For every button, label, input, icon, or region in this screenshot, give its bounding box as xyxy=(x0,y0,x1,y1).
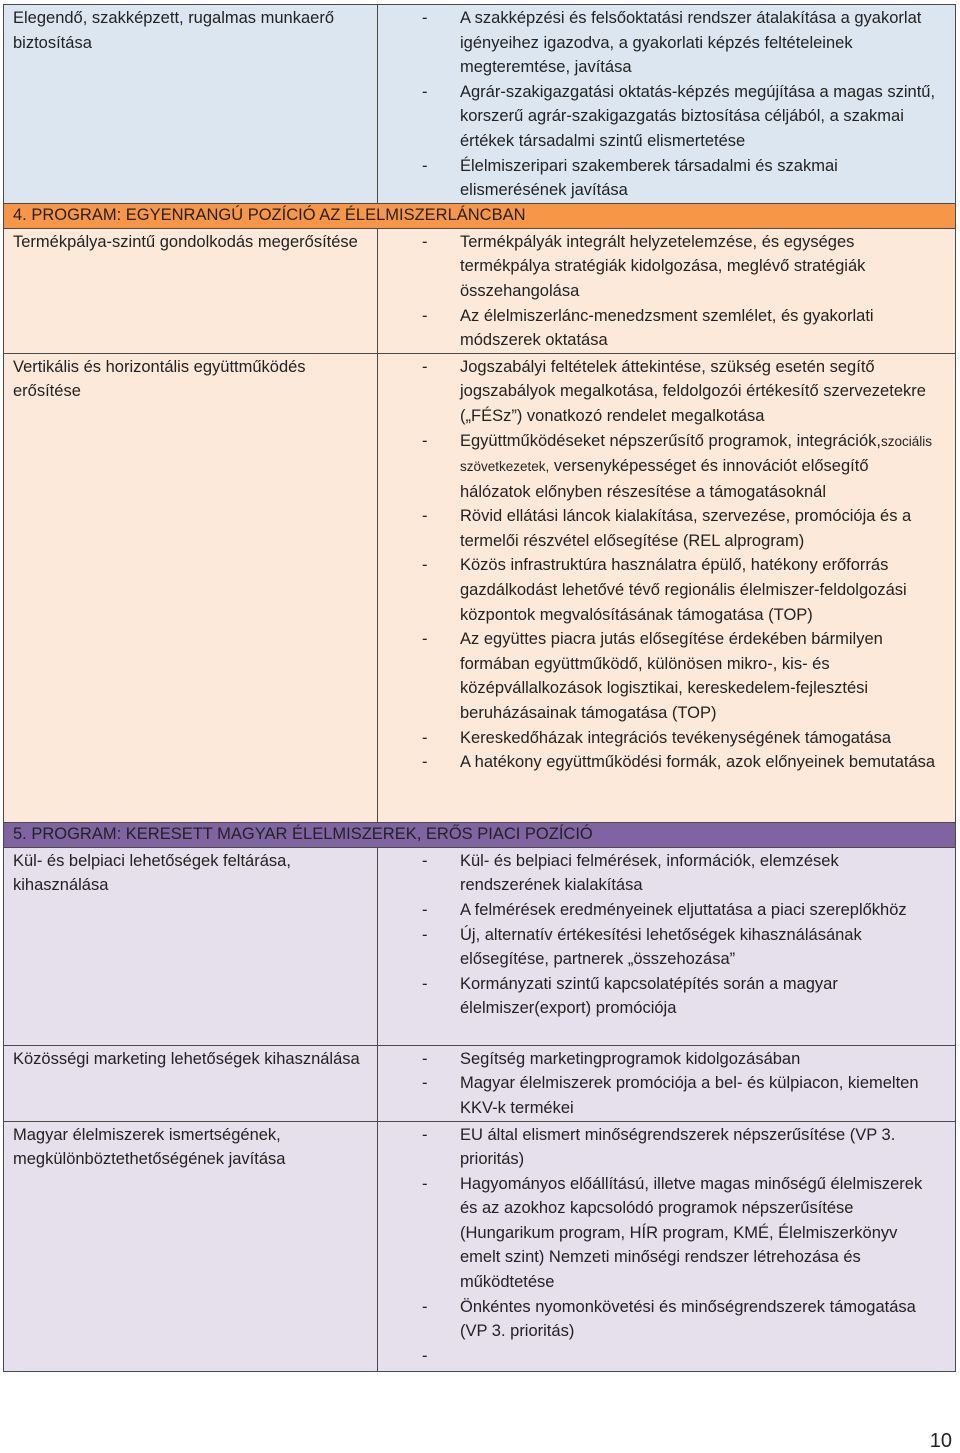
page-number: 10 xyxy=(929,1430,952,1452)
measures-cell xyxy=(378,847,956,1045)
list-item xyxy=(386,627,939,725)
dash-bullet: - xyxy=(422,431,428,450)
item-text: Agrár-szakigazgatási oktatás-képzés megújítása a magas szintű, korszerű agrár-szakigazgatás biztosítása céljából, a szakmai értékek társadalmi szintű elismertetése xyxy=(460,82,936,150)
measures-cell xyxy=(378,1121,956,1371)
table-row xyxy=(4,5,956,204)
dash-bullet: - xyxy=(422,82,428,101)
table-row xyxy=(4,1045,956,1121)
dash-bullet: - xyxy=(422,1125,428,1144)
dash-bullet: - xyxy=(422,974,428,993)
strategy-table xyxy=(3,4,956,1372)
objective-cell: Kül- és belpiaci lehetőségek feltárása, kihasználása xyxy=(4,847,378,1045)
measures-cell xyxy=(378,5,956,204)
item-text: Hagyományos előállítású, illetve magas minőségű élelmiszerek és az azokhoz kapcsolódó programok népszerűsítése (Hungarikum program, HÍR program, KMÉ, Élelmiszerkönyv emelt szint) Nemzeti minőségi rendszer létrehozása és működtetése xyxy=(460,1174,923,1292)
program-header-row xyxy=(4,822,956,847)
table-row xyxy=(4,1121,956,1371)
item-text: Rövid ellátási láncok kialakítása, szervezése, promóciója és a termelői részvétel elősegítése (REL alprogram) xyxy=(460,507,912,550)
list-item xyxy=(386,553,939,627)
item-text: A szakképzési és felsőoktatási rendszer átalakítása a gyakorlat igényeihez igazodva, a gyakorlati képzés feltételeinek megteremtése, javítása xyxy=(460,9,922,77)
list-item xyxy=(386,429,939,505)
dash-bullet: - xyxy=(422,851,428,870)
item-text: EU által elismert minőségrendszerek népszerűsítése (VP 3. prioritás) xyxy=(460,1125,896,1169)
dash-bullet: - xyxy=(422,156,428,175)
dash-bullet: - xyxy=(422,753,428,772)
item-text: Kereskedőházak integrációs tevékenységének támogatása xyxy=(460,728,892,747)
item-text: Az élelmiszerlánc-menedzsment szemlélet, és gyakorlati módszerek oktatása xyxy=(460,306,874,350)
dash-bullet: - xyxy=(422,1074,428,1093)
measure-list xyxy=(386,355,939,775)
dash-bullet: - xyxy=(422,9,428,27)
table-row xyxy=(4,353,956,822)
dash-bullet: - xyxy=(422,507,428,526)
list-item xyxy=(386,750,939,775)
list-item xyxy=(386,80,939,154)
measures-cell xyxy=(378,1045,956,1121)
measures-cell xyxy=(378,228,956,353)
item-text: Önkéntes nyomonkövetési és minőségrendszerek támogatása (VP 3. prioritás) xyxy=(460,1297,916,1341)
table-row xyxy=(4,847,956,1045)
item-text: Közös infrastruktúra használatra épülő, hatékony erőforrás gazdálkodást lehetővé tévő regionális élelmiszer-feldolgozási központok megvalósításának támogatása (TOP) xyxy=(460,556,907,624)
dash-bullet: - xyxy=(422,556,428,575)
list-item xyxy=(386,230,939,304)
dash-bullet: - xyxy=(422,1346,428,1365)
list-item xyxy=(386,355,939,429)
objective-cell: Termékpálya-szintű gondolkodás megerősítése xyxy=(4,228,378,353)
objective-cell: Közösségi marketing lehetőségek kihasználása xyxy=(4,1045,378,1121)
dash-bullet: - xyxy=(422,232,428,251)
objective-cell: Vertikális és horizontális együttműködés erősítése xyxy=(4,353,378,822)
item-text: Jogszabályi feltételek áttekintése, szükség esetén segítő jogszabályok megalkotása, feldolgozói értékesítő szervezetekre („FÉSz”) vonatkozó rendelet megalkotása xyxy=(460,357,926,425)
objective-cell: Elegendő, szakképzett, rugalmas munkaerő biztosítása xyxy=(4,5,378,204)
dash-bullet: - xyxy=(422,1174,428,1193)
program-header-row xyxy=(4,203,956,228)
list-item xyxy=(386,726,939,751)
measure-list xyxy=(386,6,939,203)
dash-bullet: - xyxy=(422,357,428,376)
dash-bullet: - xyxy=(422,728,428,747)
item-text: Segítség marketingprogramok kidolgozásában xyxy=(460,1049,801,1068)
measures-cell xyxy=(378,353,956,822)
item-text: Együttműködéseket népszerűsítő programok, integrációk, xyxy=(460,431,881,450)
item-text: versenyképességet és innovációt elősegítő hálózatok előnyben részesítése a támogatásoknál xyxy=(460,457,869,501)
list-item xyxy=(386,1172,939,1295)
objective-cell: Magyar élelmiszerek ismertségének, megkülönböztethetőségének javítása xyxy=(4,1121,378,1371)
dash-bullet: - xyxy=(422,630,428,649)
list-item xyxy=(386,1123,939,1172)
table-row xyxy=(4,228,956,353)
measure-list xyxy=(386,1123,939,1365)
list-item xyxy=(386,6,939,80)
dash-bullet: - xyxy=(422,925,428,944)
list-item xyxy=(386,898,939,923)
dash-bullet: - xyxy=(422,306,428,325)
program-header: 4. PROGRAM: EGYENRANGÚ POZÍCIÓ AZ ÉLELMISZERLÁNCBAN xyxy=(4,203,956,228)
item-text: Az együttes piacra jutás elősegítése érdekében bármilyen formában együttműködő, különösen mikro-, kis- és középvállalkozások logisztikai, kereskedelem-fejlesztési beruházásainak támogatása (TOP) xyxy=(460,630,883,723)
item-text: A hatékony együttműködési formák, azok előnyeinek bemutatása xyxy=(460,753,936,772)
item-text: Új, alternatív értékesítési lehetőségek kihasználásának elősegítése, partnerek „összehozása” xyxy=(460,925,862,969)
dash-bullet: - xyxy=(422,900,428,919)
item-text: Kormányzati szintű kapcsolatépítés során a magyar élelmiszer(export) promóciója xyxy=(460,974,838,1018)
list-item xyxy=(386,504,939,553)
list-item xyxy=(386,849,939,898)
list-item xyxy=(386,972,939,1021)
dash-bullet: - xyxy=(422,1049,428,1068)
item-text: Kül- és belpiaci felmérések, információk, elemzések rendszerének kialakítása xyxy=(460,851,839,895)
measure-list xyxy=(386,849,939,1021)
list-item xyxy=(386,304,939,353)
list-item xyxy=(386,1047,939,1072)
item-text: szociális szövetkezetek, xyxy=(460,433,932,475)
item-text: Élelmiszeripari szakemberek társadalmi és szakmai elismerésének javítása xyxy=(460,156,838,200)
list-item xyxy=(386,923,939,972)
item-text: Magyar élelmiszerek promóciója a bel- és külpiacon, kiemelten KKV-k termékei xyxy=(460,1074,919,1117)
program-header: 5. PROGRAM: KERESETT MAGYAR ÉLELMISZEREK, ERŐS PIACI POZÍCIÓ xyxy=(4,822,956,847)
item-text: A felmérések eredményeinek eljuttatása a piaci szereplőkhöz xyxy=(460,900,907,919)
measure-list xyxy=(386,1047,939,1121)
list-item xyxy=(386,1295,939,1344)
list-item xyxy=(386,154,939,203)
measure-list xyxy=(386,230,939,353)
item-text: Termékpályák integrált helyzetelemzése, és egységes termékpálya stratégiák kidolgozása, meglévő stratégiák összehangolása xyxy=(460,232,866,300)
dash-bullet: - xyxy=(422,1297,428,1316)
list-item xyxy=(386,1071,939,1120)
